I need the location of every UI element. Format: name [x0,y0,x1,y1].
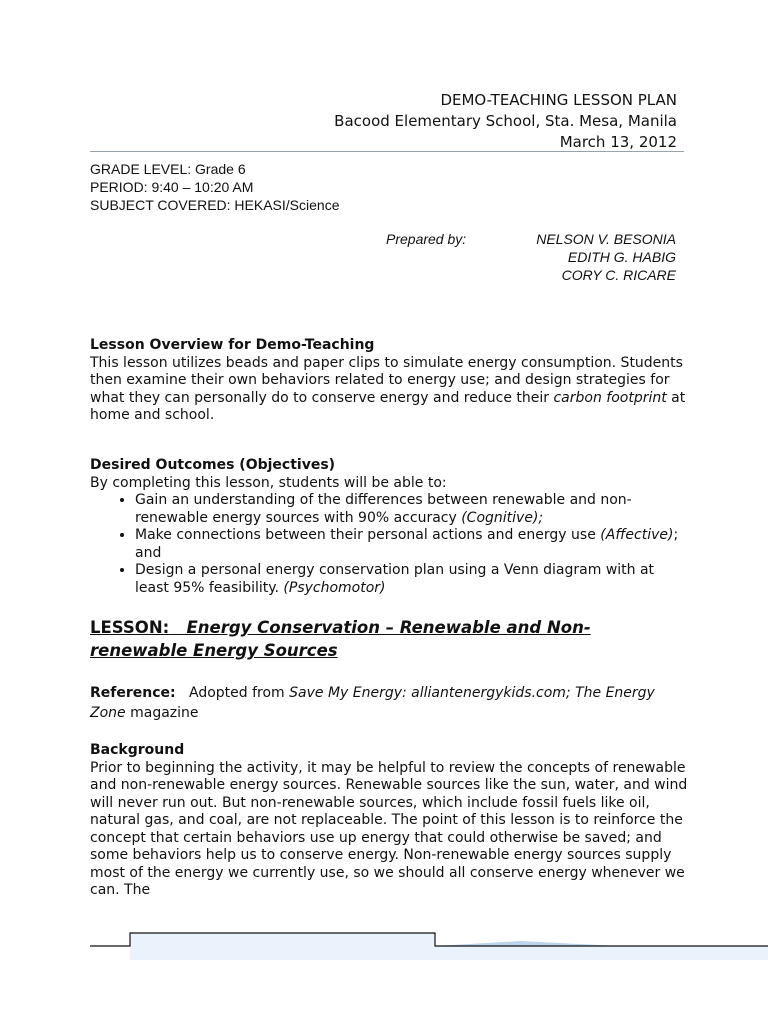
footer-shape [435,941,620,946]
lesson-info [90,160,339,214]
reference: Reference: Adopted from Save My Energy: alliantenergykids.com; The Energy Zone magazine [90,685,655,721]
preparer-name: NELSON V. BESONIA [536,231,676,247]
prepared-by-names [536,230,676,284]
desired-outcomes-heading: Desired Outcomes (Objectives) [90,457,336,473]
objectives-list [90,492,690,597]
lesson-overview-heading: Lesson Overview for Demo-Teaching [90,337,375,353]
list-item: • Gain an understanding of the differences between renewable and non-renewable energy sources with 90% accuracy (Cognitive); [135,492,690,527]
desired-outcomes-intro: By completing this lesson, students will be able to: [90,474,447,491]
prepared-by-label: Prepared by: [386,231,467,247]
lesson-title: LESSON: Energy Conservation – Renewable and Non-renewable Energy Sources [90,618,591,660]
school-name: Bacood Elementary School, Sta. Mesa, Manila [334,112,677,130]
period: PERIOD: 9:40 – 10:20 AM [90,179,254,195]
lesson-overview-section [90,337,690,425]
background-heading: Background [90,742,185,758]
document-header [334,90,677,153]
lesson-overview-text: This lesson utilizes beads and paper clips to simulate energy consumption. Students then examine their own behaviors related to energy use; and design strategies for what they can personally do to conserve energy and reduce their carbon footprint at home and school. [90,354,686,423]
preparer-name: EDITH G. HABIG [567,249,676,265]
list-item: • Design a personal energy conservation plan using a Venn diagram with at least 95% feasibility. (Psychomotor) [135,562,690,597]
subject-covered: SUBJECT COVERED: HEKASI/Science [90,197,340,213]
document-date: March 13, 2012 [559,133,677,151]
header-divider [90,151,684,152]
background-section [90,742,690,900]
document-title: DEMO-TEACHING LESSON PLAN [440,91,677,109]
preparer-name: CORY C. RICARE [561,267,676,283]
footer-decoration [0,920,768,960]
desired-outcomes-section [90,457,690,597]
background-text: Prior to beginning the activity, it may be helpful to review the concepts of renewable and non-renewable energy sources. Renewable sources like the sun, water, and wind will never run out. But non-renewable sources, which include fossil fuels like oil, natural gas, and coal, are not replaceable. The point of this lesson is to reinforce the concept that certain behaviors use up energy that could otherwise be saved; and some behaviors help us to conserve energy. Non-renewable energy sources supply most of the energy we currently use, so we should all conserve energy whenever we can. The [90,759,688,898]
list-item: • Make connections between their personal actions and energy use (Affective); and [135,527,690,562]
grade-level: GRADE LEVEL: Grade 6 [90,161,246,177]
